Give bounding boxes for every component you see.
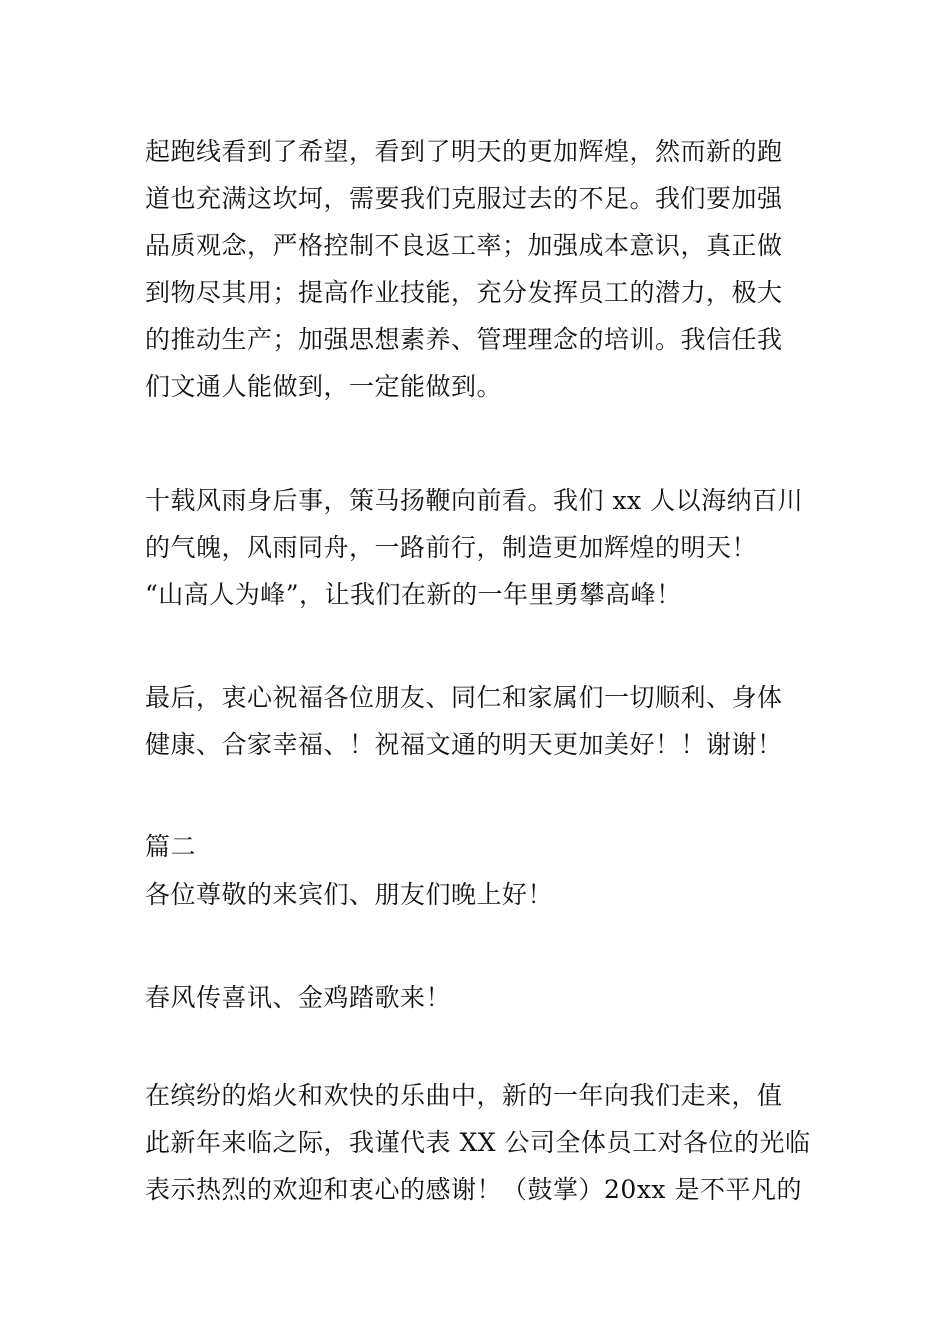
paragraph-1-line-2: 道也充满这坎坷，需要我们克服过去的不足。我们要加强 <box>145 184 783 213</box>
section-title: 篇二 <box>145 832 197 861</box>
paragraph-3-line-1: 最后，衷心祝福各位朋友、同仁和家属们一切顺利、身体 <box>145 683 783 712</box>
paragraph-2-line-2: 的气魄，风雨同舟，一路前行，制造更加辉煌的明天！ <box>145 533 758 562</box>
paragraph-1-line-6: 们文通人能做到，一定能做到。 <box>145 372 503 401</box>
paragraph-4-line-1: 在缤纷的焰火和欢快的乐曲中，新的一年向我们走来，值 <box>145 1081 783 1110</box>
paragraph-4-line-2: 此新年来临之际，我谨代表 XX 公司全体员工对各位的光临 <box>145 1128 810 1157</box>
paragraph-1-line-4: 到物尽其用；提高作业技能，充分发挥员工的潜力，极大 <box>145 278 783 307</box>
paragraph-3-line-2: 健康、合家幸福、！祝福文通的明天更加美好！！谢谢！ <box>145 730 783 759</box>
paragraph-2-line-3: “山高人为峰”，让我们在新的一年里勇攀高峰！ <box>145 580 682 609</box>
slogan-line: 春风传喜讯、金鸡踏歌来！ <box>145 983 452 1012</box>
paragraph-1-line-1: 起跑线看到了希望，看到了明天的更加辉煌，然而新的跑 <box>145 137 783 166</box>
paragraph-4-line-3: 表示热烈的欢迎和衷心的感谢！（鼓掌）20xx 是不平凡的 <box>145 1175 802 1204</box>
greeting-line: 各位尊敬的来宾们、朋友们晚上好！ <box>145 880 554 909</box>
paragraph-2-line-1: 十载风雨身后事，策马扬鞭向前看。我们 xx 人以海纳百川 <box>145 486 804 515</box>
paragraph-1-line-3: 品质观念，严格控制不良返工率；加强成本意识，真正做 <box>145 231 783 260</box>
paragraph-1-line-5: 的推动生产；加强思想素养、管理理念的培训。我信任我 <box>145 325 783 354</box>
